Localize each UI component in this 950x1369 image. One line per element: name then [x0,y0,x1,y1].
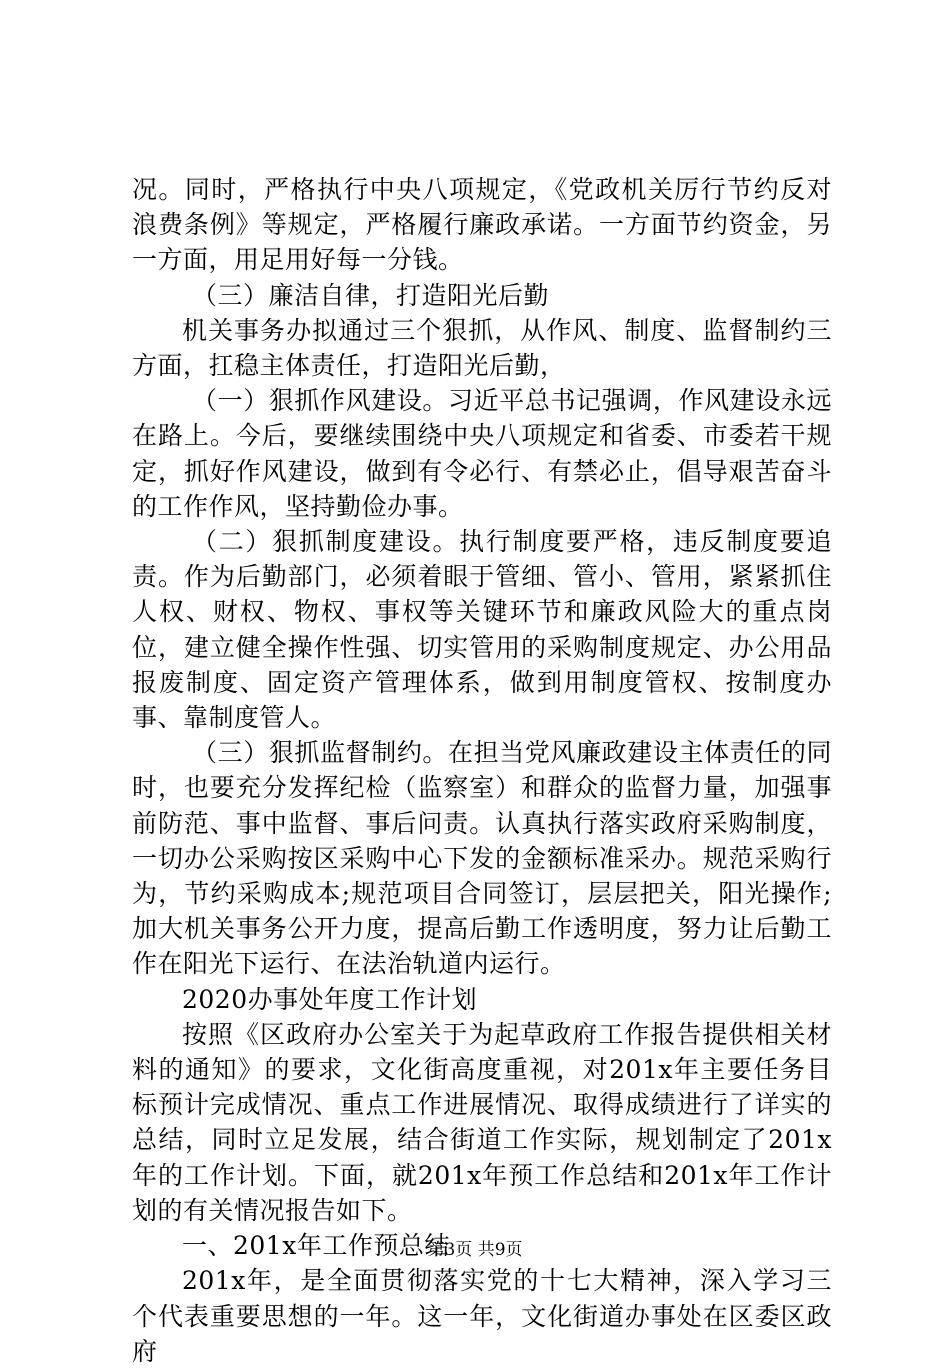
document-body [132,172,832,1369]
paragraph-institution-building: （二）狠抓制度建设。执行制度要严格，违反制度要追责。作为后勤部门，必须着眼于管细、管小、管用，紧紧抓住人权、财权、物权、事权等关键环节和廉政风险大的重点岗位，建立健全操作性强、切实管用的采购制度规定、办公用品报废制度、固定资产管理体系，做到用制度管权、按制度办事、靠制度管人。 [132,527,832,733]
page-number-footer: 第3页 共9页 [427,1240,523,1260]
paragraph-summary-start: 201x年，是全面贯彻落实党的十七大精神，深入学习三个代表重要思想的一年。这一年，文化街道办事处在区委区政府 [132,1266,832,1366]
paragraph-three-grasps-intro: 机关事务办拟通过三个狠抓，从作风、制度、监督制约三方面，扛稳主体责任，打造阳光后勤， [132,315,832,381]
paragraph-supervision: （三）狠抓监督制约。在担当党风廉政建设主体责任的同时，也要充分发挥纪检（监察室）和群众的监督力量，加强事前防范、事中监督、事后问责。认真执行落实政府采购制度，一切办公采购按区采购中心下发的金额标准采办。规范采购行为，节约采购成本;规范项目合同签订，层层把关，阳光操作;加大机关事务公开力度，提高后勤工作透明度，努力让后勤工作在阳光下运行、在法治轨道内运行。 [132,738,832,979]
paragraph-plan-intro: 按照《区政府办公室关于为起草政府工作报告提供相关材料的通知》的要求，文化街高度重视，对201x年主要任务目标预计完成情况、重点工作进展情况、取得成绩进行了详实的总结，同时立足发展，结合街道工作实际，规划制定了201x年的工作计划。下面，就201x年预工作总结和201x年工作计划的有关情况报告如下。 [132,1019,832,1225]
document-title-work-plan: 2020办事处年度工作计划 [182,984,478,1014]
paragraph-work-style: （一）狠抓作风建设。习近平总书记强调，作风建设永远在路上。今后，要继续围绕中央八项规定和省委、市委若干规定，抓好作风建设，做到有令必行、有禁必止，倡导艰苦奋斗的工作作风，坚持勤俭办事。 [132,386,832,521]
section-heading-integrity: （三）廉洁自律，打造阳光后勤 [192,280,550,310]
paragraph-continuation: 况。同时，严格执行中央八项规定，《党政机关厉行节约反对浪费条例》等规定，严格履行廉政承诺。一方面节约资金，另一方面，用足用好每一分钱。 [132,175,832,275]
section-heading-summary: 一、201x年工作预总结 [182,1231,450,1261]
